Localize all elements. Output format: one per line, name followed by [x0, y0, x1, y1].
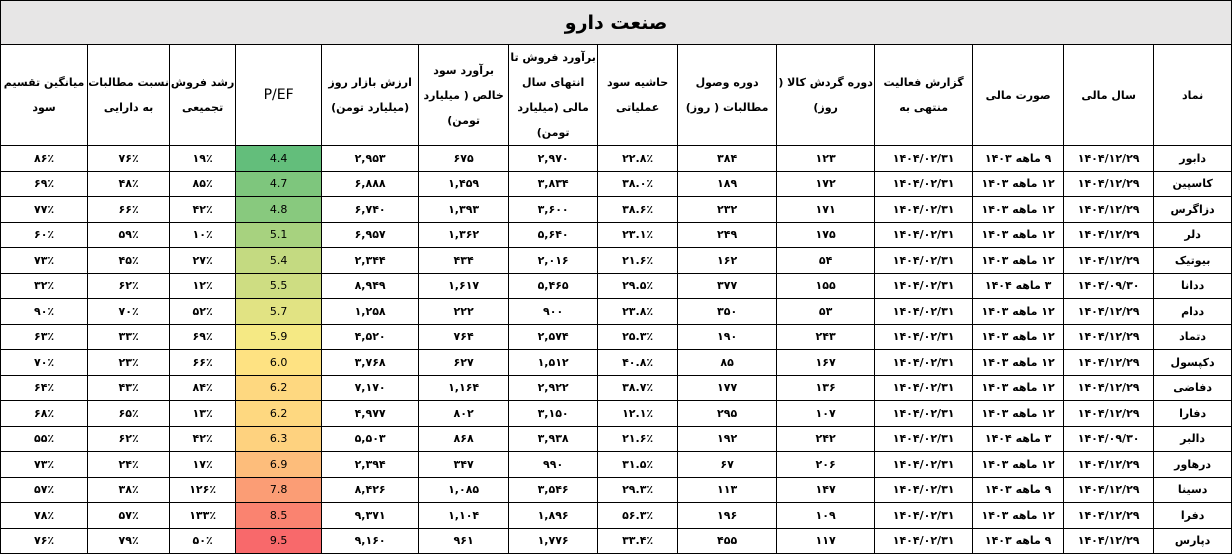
cell-market-value: ۱,۲۵۸: [322, 299, 419, 325]
cell-fiscal-year: ۱۴۰۴/۱۲/۲۹: [1064, 452, 1154, 478]
cell-pef: 5.4: [236, 248, 322, 274]
cell-operating-margin: ۱۲.۱٪: [598, 401, 678, 427]
cell-market-value: ۶,۸۸۸: [322, 171, 419, 197]
cell-activity-report-date: ۱۴۰۴/۰۲/۳۱: [875, 146, 973, 172]
cell-sales-growth: ۱۳۳٪: [170, 503, 236, 529]
cell-sales-growth: ۱۳٪: [170, 401, 236, 427]
cell-receivables-to-assets: ۴۸٪: [88, 171, 170, 197]
cell-sales-growth: ۴۲٪: [170, 426, 236, 452]
cell-inventory-turnover: ۱۷۱: [777, 197, 875, 223]
cell-avg-dividend: ۵۵٪: [1, 426, 88, 452]
cell-statement: ۱۲ ماهه ۱۴۰۳: [973, 299, 1064, 325]
cell-receivables-to-assets: ۶۲٪: [88, 426, 170, 452]
cell-activity-report-date: ۱۴۰۴/۰۲/۳۱: [875, 452, 973, 478]
cell-statement: ۱۲ ماهه ۱۴۰۳: [973, 324, 1064, 350]
table-row: [1, 350, 1232, 376]
cell-fiscal-year: ۱۴۰۴/۱۲/۲۹: [1064, 528, 1154, 554]
cell-activity-report-date: ۱۴۰۴/۰۲/۳۱: [875, 222, 973, 248]
cell-pef: 5.1: [236, 222, 322, 248]
table-row: [1, 477, 1232, 503]
cell-activity-report-date: ۱۴۰۴/۰۲/۳۱: [875, 248, 973, 274]
header-row: [1, 45, 1232, 146]
cell-activity-report-date: ۱۴۰۴/۰۲/۳۱: [875, 477, 973, 503]
cell-net-profit-estimate: ۱,۰۸۵: [419, 477, 509, 503]
cell-receivables-to-assets: ۲۳٪: [88, 350, 170, 376]
cell-operating-margin: ۲۱.۶٪: [598, 426, 678, 452]
cell-receivables-to-assets: ۴۵٪: [88, 248, 170, 274]
cell-statement: ۱۲ ماهه ۱۴۰۳: [973, 171, 1064, 197]
cell-operating-margin: ۳۸.۷٪: [598, 375, 678, 401]
header-fiscal-year: سال مالی: [1064, 45, 1154, 146]
table-row: [1, 503, 1232, 529]
cell-inventory-turnover: ۱۲۳: [777, 146, 875, 172]
cell-receivables-to-assets: ۷۶٪: [88, 146, 170, 172]
cell-fiscal-year: ۱۴۰۴/۰۹/۳۰: [1064, 426, 1154, 452]
cell-activity-report-date: ۱۴۰۴/۰۲/۳۱: [875, 528, 973, 554]
cell-fiscal-year: ۱۴۰۴/۱۲/۲۹: [1064, 197, 1154, 223]
cell-symbol: دابور: [1154, 146, 1232, 172]
cell-activity-report-date: ۱۴۰۴/۰۲/۳۱: [875, 197, 973, 223]
cell-net-profit-estimate: ۱,۳۹۳: [419, 197, 509, 223]
cell-sales-growth: ۸۴٪: [170, 375, 236, 401]
table-row: [1, 452, 1232, 478]
cell-receivables-to-assets: ۶۶٪: [88, 197, 170, 223]
cell-sales-growth: ۶۶٪: [170, 350, 236, 376]
cell-market-value: ۷,۱۷۰: [322, 375, 419, 401]
cell-sales-estimate: ۹۹۰: [509, 452, 598, 478]
cell-sales-estimate: ۳,۵۴۶: [509, 477, 598, 503]
table-row: [1, 426, 1232, 452]
cell-receivables-to-assets: ۵۷٪: [88, 503, 170, 529]
cell-receivables-period: ۸۵: [678, 350, 777, 376]
cell-avg-dividend: ۹۰٪: [1, 299, 88, 325]
cell-activity-report-date: ۱۴۰۴/۰۲/۳۱: [875, 171, 973, 197]
cell-inventory-turnover: ۱۵۵: [777, 273, 875, 299]
cell-statement: ۱۲ ماهه ۱۴۰۳: [973, 401, 1064, 427]
table-row: [1, 375, 1232, 401]
cell-receivables-to-assets: ۶۲٪: [88, 273, 170, 299]
cell-receivables-period: ۶۷: [678, 452, 777, 478]
cell-pef: 6.9: [236, 452, 322, 478]
cell-pef: 4.8: [236, 197, 322, 223]
cell-symbol: بیوتیک: [1154, 248, 1232, 274]
header-activity-report-date: گزارش فعالیت منتهی به: [875, 45, 973, 146]
cell-receivables-period: ۱۶۲: [678, 248, 777, 274]
cell-pef: 6.2: [236, 375, 322, 401]
table-body: [1, 146, 1232, 554]
cell-fiscal-year: ۱۴۰۴/۰۹/۳۰: [1064, 273, 1154, 299]
cell-receivables-period: ۱۷۷: [678, 375, 777, 401]
cell-operating-margin: ۳۳.۴٪: [598, 528, 678, 554]
cell-operating-margin: ۴۰.۸٪: [598, 350, 678, 376]
cell-fiscal-year: ۱۴۰۴/۱۲/۲۹: [1064, 375, 1154, 401]
cell-inventory-turnover: ۲۴۲: [777, 426, 875, 452]
cell-receivables-period: ۱۱۳: [678, 477, 777, 503]
cell-receivables-to-assets: ۴۳٪: [88, 375, 170, 401]
cell-sales-estimate: ۲,۹۲۲: [509, 375, 598, 401]
cell-avg-dividend: ۶۸٪: [1, 401, 88, 427]
header-sales-estimate: برآورد فروش تا انتهای سال مالی (میلیارد تومن): [509, 45, 598, 146]
cell-sales-growth: ۴۲٪: [170, 197, 236, 223]
cell-sales-growth: ۱۰٪: [170, 222, 236, 248]
cell-pef: 5.5: [236, 273, 322, 299]
cell-net-profit-estimate: ۱,۱۶۴: [419, 375, 509, 401]
cell-market-value: ۸,۴۲۶: [322, 477, 419, 503]
cell-receivables-period: ۲۹۵: [678, 401, 777, 427]
cell-statement: ۳ ماهه ۱۴۰۴: [973, 273, 1064, 299]
cell-pef: 8.5: [236, 503, 322, 529]
cell-symbol: دفرا: [1154, 503, 1232, 529]
cell-fiscal-year: ۱۴۰۴/۱۲/۲۹: [1064, 350, 1154, 376]
cell-operating-margin: ۵۶.۳٪: [598, 503, 678, 529]
cell-symbol: دفارا: [1154, 401, 1232, 427]
cell-operating-margin: ۳۱.۵٪: [598, 452, 678, 478]
cell-operating-margin: ۳۸.۰٪: [598, 171, 678, 197]
cell-statement: ۱۲ ماهه ۱۴۰۳: [973, 350, 1064, 376]
cell-sales-estimate: ۵,۴۶۵: [509, 273, 598, 299]
cell-avg-dividend: ۷۰٪: [1, 350, 88, 376]
cell-sales-estimate: ۲,۵۷۴: [509, 324, 598, 350]
cell-sales-growth: ۸۵٪: [170, 171, 236, 197]
cell-sales-estimate: ۲,۹۷۰: [509, 146, 598, 172]
cell-operating-margin: ۲۵.۳٪: [598, 324, 678, 350]
table-row: [1, 273, 1232, 299]
cell-receivables-to-assets: ۳۳٪: [88, 324, 170, 350]
cell-market-value: ۶,۹۵۷: [322, 222, 419, 248]
cell-net-profit-estimate: ۶۲۷: [419, 350, 509, 376]
cell-net-profit-estimate: ۲۲۲: [419, 299, 509, 325]
cell-sales-estimate: ۹۰۰: [509, 299, 598, 325]
cell-avg-dividend: ۸۶٪: [1, 146, 88, 172]
cell-symbol: دپارس: [1154, 528, 1232, 554]
table-row: [1, 222, 1232, 248]
cell-receivables-period: ۲۳۲: [678, 197, 777, 223]
cell-inventory-turnover: ۱۰۹: [777, 503, 875, 529]
cell-operating-margin: ۲۳.۱٪: [598, 222, 678, 248]
header-avg-dividend: میانگین تقسیم سود: [1, 45, 88, 146]
cell-symbol: دالبر: [1154, 426, 1232, 452]
cell-operating-margin: ۲۲.۸٪: [598, 146, 678, 172]
header-receivables-period: دوره وصول مطالبات ( روز): [678, 45, 777, 146]
cell-fiscal-year: ۱۴۰۴/۱۲/۲۹: [1064, 222, 1154, 248]
cell-market-value: ۹,۳۷۱: [322, 503, 419, 529]
cell-market-value: ۲,۳۴۴: [322, 248, 419, 274]
cell-receivables-to-assets: ۳۸٪: [88, 477, 170, 503]
cell-net-profit-estimate: ۱,۴۵۹: [419, 171, 509, 197]
table-row: [1, 146, 1232, 172]
cell-market-value: ۶,۷۴۰: [322, 197, 419, 223]
cell-activity-report-date: ۱۴۰۴/۰۲/۳۱: [875, 375, 973, 401]
cell-sales-growth: ۱۲٪: [170, 273, 236, 299]
cell-avg-dividend: ۶۳٪: [1, 324, 88, 350]
cell-sales-estimate: ۳,۱۵۰: [509, 401, 598, 427]
cell-inventory-turnover: ۵۳: [777, 299, 875, 325]
cell-avg-dividend: ۶۴٪: [1, 375, 88, 401]
cell-inventory-turnover: ۱۰۷: [777, 401, 875, 427]
cell-statement: ۱۲ ماهه ۱۴۰۳: [973, 452, 1064, 478]
cell-avg-dividend: ۷۶٪: [1, 528, 88, 554]
cell-sales-estimate: ۳,۸۳۴: [509, 171, 598, 197]
cell-operating-margin: ۲۹.۵٪: [598, 273, 678, 299]
cell-net-profit-estimate: ۴۳۴: [419, 248, 509, 274]
cell-activity-report-date: ۱۴۰۴/۰۲/۳۱: [875, 299, 973, 325]
cell-avg-dividend: ۷۳٪: [1, 248, 88, 274]
table-row: [1, 171, 1232, 197]
header-pef: P/EF: [236, 45, 322, 146]
cell-fiscal-year: ۱۴۰۴/۱۲/۲۹: [1064, 248, 1154, 274]
header-operating-margin: حاشیه سود عملیاتی: [598, 45, 678, 146]
cell-statement: ۱۲ ماهه ۱۴۰۳: [973, 197, 1064, 223]
cell-inventory-turnover: ۱۴۷: [777, 477, 875, 503]
header-inventory-turnover: دوره گردش کالا ( روز): [777, 45, 875, 146]
cell-receivables-period: ۱۹۰: [678, 324, 777, 350]
cell-sales-estimate: ۳,۹۳۸: [509, 426, 598, 452]
cell-operating-margin: ۲۱.۶٪: [598, 248, 678, 274]
header-net-profit-estimate: برآورد سود خالص ( میلیارد تومن): [419, 45, 509, 146]
table-row: [1, 299, 1232, 325]
cell-inventory-turnover: ۱۶۷: [777, 350, 875, 376]
cell-receivables-period: ۱۹۶: [678, 503, 777, 529]
table-row: [1, 401, 1232, 427]
header-statement: صورت مالی: [973, 45, 1064, 146]
table-row: [1, 528, 1232, 554]
cell-operating-margin: ۲۳.۸٪: [598, 299, 678, 325]
cell-net-profit-estimate: ۶۷۵: [419, 146, 509, 172]
table-row: [1, 197, 1232, 223]
cell-inventory-turnover: ۲۰۶: [777, 452, 875, 478]
cell-market-value: ۵,۵۰۳: [322, 426, 419, 452]
cell-receivables-to-assets: ۲۴٪: [88, 452, 170, 478]
cell-symbol: ددام: [1154, 299, 1232, 325]
cell-avg-dividend: ۶۹٪: [1, 171, 88, 197]
cell-fiscal-year: ۱۴۰۴/۱۲/۲۹: [1064, 171, 1154, 197]
cell-statement: ۹ ماهه ۱۴۰۳: [973, 477, 1064, 503]
cell-symbol: دکپسول: [1154, 350, 1232, 376]
cell-avg-dividend: ۶۰٪: [1, 222, 88, 248]
cell-statement: ۱۲ ماهه ۱۴۰۳: [973, 375, 1064, 401]
cell-statement: ۹ ماهه ۱۴۰۳: [973, 528, 1064, 554]
cell-inventory-turnover: ۱۳۶: [777, 375, 875, 401]
cell-market-value: ۴,۵۲۰: [322, 324, 419, 350]
cell-activity-report-date: ۱۴۰۴/۰۲/۳۱: [875, 426, 973, 452]
cell-market-value: ۸,۹۴۹: [322, 273, 419, 299]
cell-avg-dividend: ۷۳٪: [1, 452, 88, 478]
cell-net-profit-estimate: ۷۶۴: [419, 324, 509, 350]
cell-avg-dividend: ۷۷٪: [1, 197, 88, 223]
cell-inventory-turnover: ۱۷۵: [777, 222, 875, 248]
cell-symbol: دتماد: [1154, 324, 1232, 350]
cell-operating-margin: ۳۸.۶٪: [598, 197, 678, 223]
cell-avg-dividend: ۷۸٪: [1, 503, 88, 529]
table-row: [1, 248, 1232, 274]
cell-market-value: ۲,۳۹۴: [322, 452, 419, 478]
cell-net-profit-estimate: ۱,۶۱۷: [419, 273, 509, 299]
cell-receivables-period: ۴۵۵: [678, 528, 777, 554]
cell-activity-report-date: ۱۴۰۴/۰۲/۳۱: [875, 273, 973, 299]
cell-net-profit-estimate: ۱,۱۰۴: [419, 503, 509, 529]
cell-receivables-to-assets: ۶۵٪: [88, 401, 170, 427]
cell-activity-report-date: ۱۴۰۴/۰۲/۳۱: [875, 503, 973, 529]
header-receivables-to-assets: نسبت مطالبات به دارایی: [88, 45, 170, 146]
cell-symbol: درهاور: [1154, 452, 1232, 478]
cell-receivables-to-assets: ۷۰٪: [88, 299, 170, 325]
cell-net-profit-estimate: ۸۰۲: [419, 401, 509, 427]
cell-activity-report-date: ۱۴۰۴/۰۲/۳۱: [875, 401, 973, 427]
table-row: [1, 324, 1232, 350]
cell-sales-growth: ۵۲٪: [170, 299, 236, 325]
header-market-value: ارزش بازار روز (میلیارد تومن): [322, 45, 419, 146]
cell-sales-growth: ۶۹٪: [170, 324, 236, 350]
cell-receivables-period: ۳۷۷: [678, 273, 777, 299]
cell-sales-growth: ۱۲۶٪: [170, 477, 236, 503]
cell-net-profit-estimate: ۱,۳۶۲: [419, 222, 509, 248]
cell-sales-growth: ۵۰٪: [170, 528, 236, 554]
cell-activity-report-date: ۱۴۰۴/۰۲/۳۱: [875, 324, 973, 350]
cell-statement: ۹ ماهه ۱۴۰۳: [973, 146, 1064, 172]
cell-sales-estimate: ۱,۷۷۶: [509, 528, 598, 554]
cell-fiscal-year: ۱۴۰۴/۱۲/۲۹: [1064, 324, 1154, 350]
cell-symbol: دلر: [1154, 222, 1232, 248]
cell-symbol: دفاضی: [1154, 375, 1232, 401]
cell-receivables-period: ۱۹۲: [678, 426, 777, 452]
cell-pef: 7.8: [236, 477, 322, 503]
cell-market-value: ۴,۹۷۷: [322, 401, 419, 427]
cell-fiscal-year: ۱۴۰۴/۱۲/۲۹: [1064, 401, 1154, 427]
cell-pef: 6.0: [236, 350, 322, 376]
cell-inventory-turnover: ۲۴۳: [777, 324, 875, 350]
cell-receivables-to-assets: ۵۹٪: [88, 222, 170, 248]
cell-activity-report-date: ۱۴۰۴/۰۲/۳۱: [875, 350, 973, 376]
cell-statement: ۱۲ ماهه ۱۴۰۳: [973, 222, 1064, 248]
cell-symbol: ددانا: [1154, 273, 1232, 299]
cell-receivables-period: ۱۸۹: [678, 171, 777, 197]
cell-pef: 5.7: [236, 299, 322, 325]
cell-statement: ۱۲ ماهه ۱۴۰۳: [973, 248, 1064, 274]
cell-inventory-turnover: ۵۴: [777, 248, 875, 274]
cell-market-value: ۳,۷۶۸: [322, 350, 419, 376]
cell-symbol: دسینا: [1154, 477, 1232, 503]
cell-pef: 6.3: [236, 426, 322, 452]
cell-pef: 5.9: [236, 324, 322, 350]
cell-statement: ۳ ماهه ۱۴۰۴: [973, 426, 1064, 452]
cell-net-profit-estimate: ۸۶۸: [419, 426, 509, 452]
cell-fiscal-year: ۱۴۰۴/۱۲/۲۹: [1064, 146, 1154, 172]
cell-sales-growth: ۲۷٪: [170, 248, 236, 274]
cell-fiscal-year: ۱۴۰۴/۱۲/۲۹: [1064, 477, 1154, 503]
cell-pef: 9.5: [236, 528, 322, 554]
cell-receivables-period: ۲۴۹: [678, 222, 777, 248]
cell-net-profit-estimate: ۳۴۷: [419, 452, 509, 478]
table-title: صنعت دارو: [1, 1, 1232, 45]
cell-net-profit-estimate: ۹۶۱: [419, 528, 509, 554]
header-symbol: نماد: [1154, 45, 1232, 146]
cell-pef: 4.4: [236, 146, 322, 172]
header-sales-growth: رشد فروش تجمیعی: [170, 45, 236, 146]
cell-sales-estimate: ۲,۰۱۶: [509, 248, 598, 274]
cell-inventory-turnover: ۱۱۷: [777, 528, 875, 554]
cell-pef: 6.2: [236, 401, 322, 427]
cell-inventory-turnover: ۱۷۲: [777, 171, 875, 197]
cell-avg-dividend: ۵۷٪: [1, 477, 88, 503]
cell-receivables-period: ۳۵۰: [678, 299, 777, 325]
cell-sales-estimate: ۱,۵۱۲: [509, 350, 598, 376]
cell-sales-estimate: ۳,۶۰۰: [509, 197, 598, 223]
cell-sales-growth: ۱۹٪: [170, 146, 236, 172]
cell-avg-dividend: ۳۲٪: [1, 273, 88, 299]
cell-symbol: دزاگرس: [1154, 197, 1232, 223]
cell-market-value: ۹,۱۶۰: [322, 528, 419, 554]
cell-fiscal-year: ۱۴۰۴/۱۲/۲۹: [1064, 299, 1154, 325]
cell-sales-estimate: ۵,۶۴۰: [509, 222, 598, 248]
cell-market-value: ۲,۹۵۳: [322, 146, 419, 172]
cell-operating-margin: ۲۹.۳٪: [598, 477, 678, 503]
cell-symbol: کاسپین: [1154, 171, 1232, 197]
cell-fiscal-year: ۱۴۰۴/۱۲/۲۹: [1064, 503, 1154, 529]
cell-pef: 4.7: [236, 171, 322, 197]
cell-sales-estimate: ۱,۸۹۶: [509, 503, 598, 529]
cell-statement: ۱۲ ماهه ۱۴۰۳: [973, 503, 1064, 529]
cell-sales-growth: ۱۷٪: [170, 452, 236, 478]
cell-receivables-period: ۳۸۴: [678, 146, 777, 172]
cell-receivables-to-assets: ۷۹٪: [88, 528, 170, 554]
